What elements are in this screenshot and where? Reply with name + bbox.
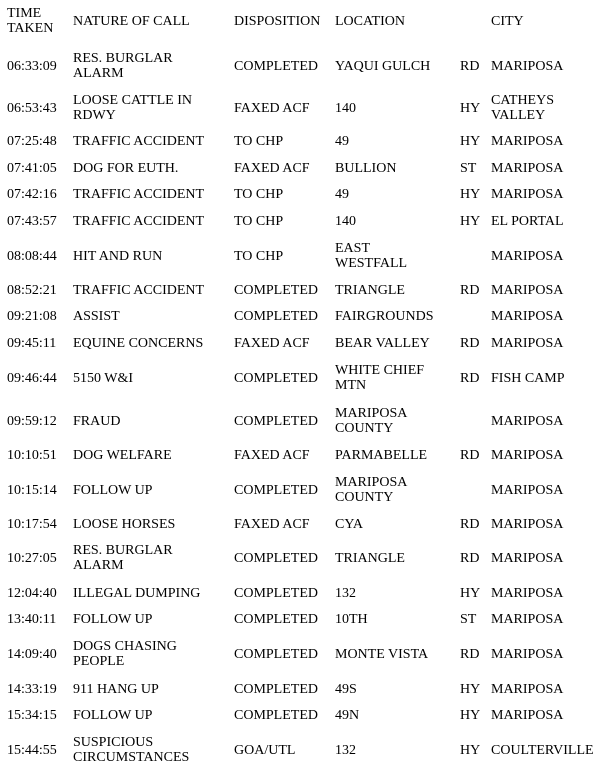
time-cell: 10:10:51 (7, 447, 57, 463)
disposition-cell: FAXED ACF (234, 160, 310, 176)
header-time: TIME TAKEN (7, 6, 54, 36)
street-suffix-cell: HY (460, 585, 481, 601)
location-cell: 132 (335, 742, 356, 758)
disposition-cell: TO CHP (234, 133, 284, 149)
location-cell: WHITE CHIEF MTN (335, 363, 425, 393)
city-cell: MARIPOSA (491, 447, 564, 463)
nature-cell: DOGS CHASING PEOPLE (73, 639, 177, 669)
city-cell: MARIPOSA (491, 646, 564, 662)
time-cell: 08:08:44 (7, 248, 57, 264)
street-suffix-cell: HY (460, 133, 481, 149)
time-cell: 08:52:21 (7, 282, 57, 298)
disposition-cell: COMPLETED (234, 550, 318, 566)
street-suffix-cell: HY (460, 100, 481, 116)
disposition-cell: COMPLETED (234, 707, 318, 723)
city-cell: MARIPOSA (491, 516, 564, 532)
disposition-cell: COMPLETED (234, 585, 318, 601)
street-suffix-cell: RD (460, 516, 480, 532)
time-cell: 14:09:40 (7, 646, 57, 662)
location-cell: BEAR VALLEY (335, 335, 430, 351)
location-cell: TRIANGLE (335, 282, 405, 298)
city-cell: MARIPOSA (491, 707, 564, 723)
nature-cell: DOG FOR EUTH. (73, 160, 179, 176)
disposition-cell: FAXED ACF (234, 100, 310, 116)
location-cell: 10TH (335, 611, 368, 627)
city-cell: MARIPOSA (491, 482, 564, 498)
time-cell: 07:41:05 (7, 160, 57, 176)
location-cell: YAQUI GULCH (335, 58, 431, 74)
nature-cell: TRAFFIC ACCIDENT (73, 186, 205, 202)
street-suffix-cell: HY (460, 213, 481, 229)
city-cell: COULTERVILLE (491, 742, 594, 758)
nature-cell: LOOSE HORSES (73, 516, 176, 532)
disposition-cell: COMPLETED (234, 282, 318, 298)
location-cell: 49N (335, 707, 360, 723)
location-cell: MARIPOSA COUNTY (335, 406, 408, 436)
city-cell: MARIPOSA (491, 335, 564, 351)
city-cell: MARIPOSA (491, 611, 564, 627)
location-cell: FAIRGROUNDS (335, 308, 434, 324)
street-suffix-cell: ST (460, 160, 477, 176)
nature-cell: 5150 W&I (73, 370, 134, 386)
disposition-cell: GOA/UTL (234, 742, 296, 758)
time-cell: 07:25:48 (7, 133, 57, 149)
street-suffix-cell: RD (460, 335, 480, 351)
city-cell: MARIPOSA (491, 681, 564, 697)
city-cell: EL PORTAL (491, 213, 564, 229)
location-cell: MONTE VISTA (335, 646, 429, 662)
location-cell: MARIPOSA COUNTY (335, 475, 408, 505)
city-cell: MARIPOSA (491, 186, 564, 202)
city-cell: MARIPOSA (491, 413, 564, 429)
street-suffix-cell: HY (460, 681, 481, 697)
city-cell: MARIPOSA (491, 133, 564, 149)
time-cell: 10:27:05 (7, 550, 57, 566)
nature-cell: TRAFFIC ACCIDENT (73, 133, 205, 149)
disposition-cell: COMPLETED (234, 308, 318, 324)
city-cell: CATHEYS VALLEY (491, 93, 555, 123)
time-cell: 12:04:40 (7, 585, 57, 601)
street-suffix-cell: HY (460, 186, 481, 202)
street-suffix-cell: HY (460, 742, 481, 758)
nature-cell: FOLLOW UP (73, 482, 153, 498)
nature-cell: FOLLOW UP (73, 707, 153, 723)
time-cell: 14:33:19 (7, 681, 57, 697)
location-cell: 140 (335, 213, 356, 229)
time-cell: 07:42:16 (7, 186, 57, 202)
header-city: CITY (491, 14, 524, 29)
time-cell: 06:53:43 (7, 100, 57, 116)
time-cell: 15:34:15 (7, 707, 57, 723)
location-cell: 140 (335, 100, 356, 116)
nature-cell: ILLEGAL DUMPING (73, 585, 201, 601)
location-cell: TRIANGLE (335, 550, 405, 566)
nature-cell: ASSIST (73, 308, 120, 324)
disposition-cell: FAXED ACF (234, 335, 310, 351)
disposition-cell: COMPLETED (234, 370, 318, 386)
disposition-cell: TO CHP (234, 186, 284, 202)
nature-cell: FOLLOW UP (73, 611, 153, 627)
city-cell: MARIPOSA (491, 248, 564, 264)
time-cell: 15:44:55 (7, 742, 57, 758)
disposition-cell: TO CHP (234, 248, 284, 264)
street-suffix-cell: RD (460, 447, 480, 463)
disposition-cell: FAXED ACF (234, 516, 310, 532)
nature-cell: RES. BURGLAR ALARM (73, 51, 173, 81)
nature-cell: 911 HANG UP (73, 681, 159, 697)
street-suffix-cell: RD (460, 550, 480, 566)
city-cell: MARIPOSA (491, 585, 564, 601)
city-cell: MARIPOSA (491, 550, 564, 566)
location-cell: CYA (335, 516, 364, 532)
time-cell: 09:45:11 (7, 335, 57, 351)
location-cell: 49 (335, 186, 349, 202)
nature-cell: EQUINE CONCERNS (73, 335, 204, 351)
disposition-cell: COMPLETED (234, 646, 318, 662)
header-nature: NATURE OF CALL (73, 14, 190, 29)
time-cell: 10:15:14 (7, 482, 57, 498)
nature-cell: SUSPICIOUS CIRCUMSTANCES (73, 735, 190, 765)
location-cell: PARMABELLE (335, 447, 428, 463)
street-suffix-cell: RD (460, 58, 480, 74)
disposition-cell: COMPLETED (234, 611, 318, 627)
disposition-cell: COMPLETED (234, 681, 318, 697)
city-cell: FISH CAMP (491, 370, 565, 386)
nature-cell: LOOSE CATTLE IN RDWY (73, 93, 192, 123)
nature-cell: DOG WELFARE (73, 447, 172, 463)
street-suffix-cell: HY (460, 707, 481, 723)
city-cell: MARIPOSA (491, 160, 564, 176)
street-suffix-cell: RD (460, 646, 480, 662)
city-cell: MARIPOSA (491, 282, 564, 298)
time-cell: 09:46:44 (7, 370, 57, 386)
time-cell: 09:21:08 (7, 308, 57, 324)
city-cell: MARIPOSA (491, 308, 564, 324)
disposition-cell: TO CHP (234, 213, 284, 229)
disposition-cell: COMPLETED (234, 482, 318, 498)
header-location: LOCATION (335, 14, 405, 29)
time-cell: 07:43:57 (7, 213, 57, 229)
disposition-cell: COMPLETED (234, 413, 318, 429)
street-suffix-cell: RD (460, 282, 480, 298)
header-disposition: DISPOSITION (234, 14, 321, 29)
nature-cell: RES. BURGLAR ALARM (73, 543, 173, 573)
location-cell: 49 (335, 133, 349, 149)
time-cell: 09:59:12 (7, 413, 57, 429)
time-cell: 06:33:09 (7, 58, 57, 74)
time-cell: 10:17:54 (7, 516, 57, 532)
time-cell: 13:40:11 (7, 611, 57, 627)
disposition-cell: FAXED ACF (234, 447, 310, 463)
location-cell: BULLION (335, 160, 397, 176)
nature-cell: HIT AND RUN (73, 248, 163, 264)
disposition-cell: COMPLETED (234, 58, 318, 74)
street-suffix-cell: ST (460, 611, 477, 627)
street-suffix-cell: RD (460, 370, 480, 386)
nature-cell: FRAUD (73, 413, 121, 429)
nature-cell: TRAFFIC ACCIDENT (73, 282, 205, 298)
location-cell: EAST WESTFALL (335, 241, 408, 271)
location-cell: 132 (335, 585, 356, 601)
city-cell: MARIPOSA (491, 58, 564, 74)
nature-cell: TRAFFIC ACCIDENT (73, 213, 205, 229)
location-cell: 49S (335, 681, 357, 697)
